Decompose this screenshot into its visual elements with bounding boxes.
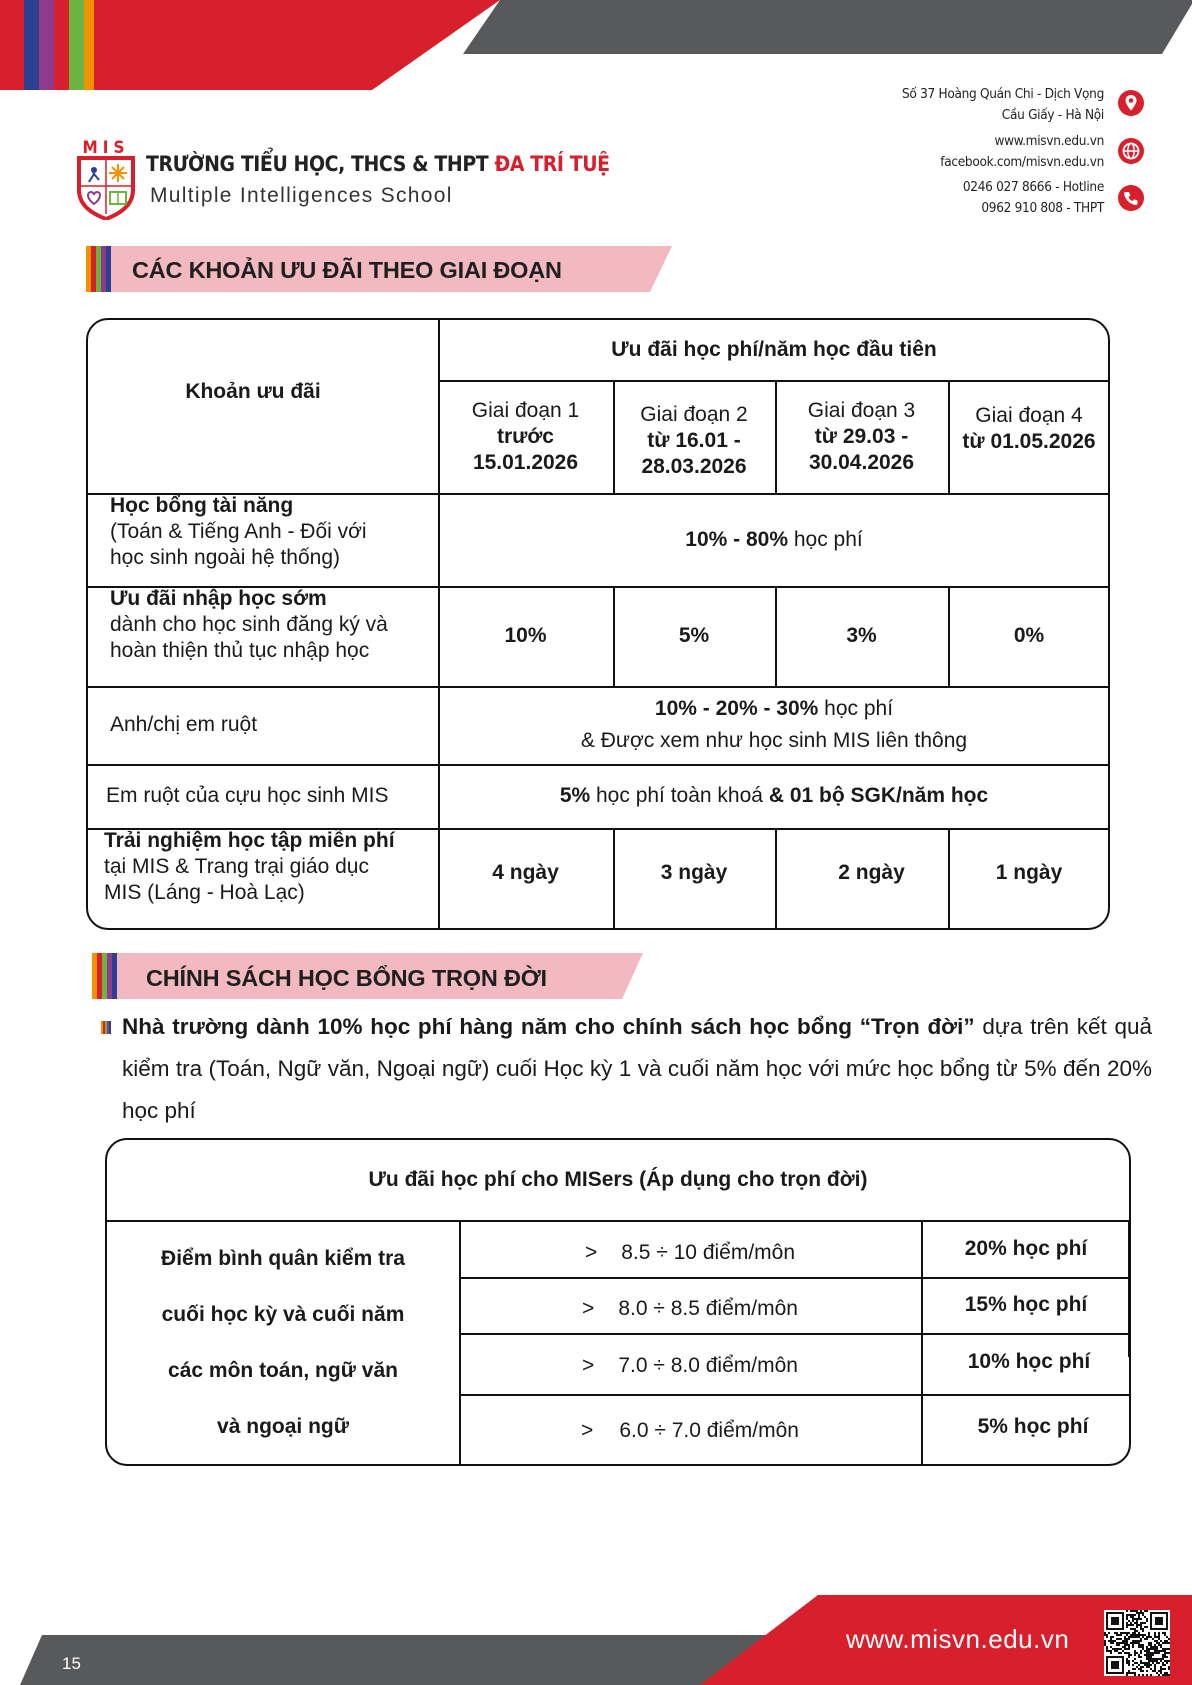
discount: 10% học phí — [967, 1350, 1091, 1373]
score-range: 7.0 ÷ 8.0 điểm/môn — [618, 1353, 798, 1377]
shield-icon — [77, 156, 135, 220]
free-experience-phase2 — [613, 828, 775, 918]
row-title: Em ruột của cựu học sinh MIS — [106, 784, 389, 807]
page-number: 15 — [62, 1654, 81, 1673]
phone-contacts — [963, 177, 1104, 219]
globe-icon — [1118, 138, 1144, 164]
row-alumni-siblings — [88, 764, 438, 828]
value: 1 ngày — [995, 861, 1063, 884]
web-contacts — [940, 131, 1104, 173]
section2-title: CHÍNH SÁCH HỌC BỔNG TRỌN ĐỜI — [146, 965, 547, 991]
bullet-icon — [101, 1021, 111, 1034]
gt-symbol: > — [582, 1353, 595, 1377]
score-range: 8.5 ÷ 10 điểm/môn — [621, 1240, 796, 1264]
row-desc2: MIS (Láng - Hoà Lạc) — [104, 881, 305, 904]
value: 10% — [504, 624, 547, 647]
value: 0% — [1013, 624, 1045, 647]
gt-symbol: > — [582, 1297, 595, 1320]
phase-date2: 30.04.2026 — [808, 450, 915, 474]
discount: 20% học phí — [964, 1236, 1088, 1260]
address — [902, 84, 1104, 126]
free-experience-phase1 — [438, 828, 613, 918]
phase-header-3 — [775, 380, 948, 493]
value: 4 ngày — [492, 861, 559, 884]
alumni-siblings-value — [438, 764, 1110, 828]
section2-header — [92, 953, 652, 999]
col-header-incentive-text: Khoản ưu đãi — [185, 379, 321, 403]
score-range-row — [459, 1281, 921, 1337]
value-bold2: & 01 bộ SGK/năm học — [768, 784, 989, 807]
phase-date1: trước — [497, 424, 554, 448]
value-text: học phí — [818, 697, 894, 720]
school-name-prefix: TRƯỜNG TIỂU HỌC, THCS & THPT — [146, 152, 489, 176]
gt-symbol: > — [581, 1419, 594, 1442]
value-text: học phí — [788, 527, 863, 551]
row-free-experience — [88, 828, 438, 930]
table2-header-text: Ưu đãi học phí cho MISers (Áp dụng cho trọn đời) — [368, 1168, 868, 1191]
free-experience-phase3 — [775, 828, 948, 918]
school-name-en: Multiple Intelligences School — [150, 184, 453, 207]
early-enrollment-phase4 — [948, 586, 1110, 686]
score-range: 6.0 ÷ 7.0 điểm/môn — [619, 1419, 799, 1442]
phase-date1: từ 16.01 - — [647, 428, 741, 452]
phase-date1: từ 29.03 - — [814, 424, 909, 448]
facebook-link[interactable]: facebook.com/misvn.edu.vn — [940, 154, 1104, 170]
free-experience-phase4 — [948, 828, 1110, 918]
siblings-value — [438, 686, 1110, 764]
row-desc2: học sinh ngoài hệ thống) — [110, 546, 341, 569]
lifetime-scholarship-table — [105, 1138, 1131, 1466]
hotline: 0246 027 8666 - Hotline — [962, 179, 1104, 195]
group-header — [438, 320, 1110, 380]
school-name-highlight: ĐA TRÍ TUỆ — [494, 152, 610, 176]
row-talent-scholarship — [88, 493, 438, 586]
phase-date2: 28.03.2026 — [641, 454, 747, 478]
discount-cell — [923, 1277, 1129, 1333]
criteria-line1: Điểm bình quân kiểm tra — [161, 1247, 405, 1270]
score-range: 8.0 ÷ 8.5 điểm/môn — [618, 1297, 798, 1320]
qr-code-icon — [1104, 1610, 1170, 1676]
logo-letters: MIS — [82, 138, 130, 158]
siblings-value-line1 — [655, 693, 893, 725]
row-title: Học bổng tài năng — [110, 494, 294, 517]
criteria-line3: các môn toán, ngữ văn — [168, 1359, 398, 1382]
phase-date1: từ 01.05.2026 — [962, 429, 1096, 453]
score-range-row — [459, 1394, 921, 1466]
score-range-row — [459, 1224, 921, 1281]
value-text: học phí toàn khoá — [590, 784, 769, 807]
row-early-enrollment — [88, 586, 438, 686]
section1-header — [86, 246, 676, 292]
row-desc1: dành cho học sinh đăng ký và — [110, 613, 388, 636]
row-title: Anh/chị em ruột — [110, 713, 258, 736]
footer-url[interactable]: www.misvn.edu.vn — [846, 1624, 1070, 1654]
value: 2 ngày — [838, 861, 905, 884]
discount: 15% học phí — [964, 1293, 1088, 1316]
group-header-text: Ưu đãi học phí/năm học đầu tiên — [611, 338, 937, 361]
value-bold: 5% — [559, 784, 591, 807]
phase-date2: 15.01.2026 — [472, 450, 579, 474]
row-desc1: (Toán & Tiếng Anh - Đối với — [110, 520, 367, 543]
location-pin-icon — [1118, 90, 1144, 116]
phase-name: Giai đoạn 4 — [975, 403, 1083, 427]
table2-header — [107, 1140, 1129, 1220]
website-link[interactable]: www.misvn.edu.vn — [994, 133, 1104, 149]
discount-cell — [923, 1394, 1129, 1460]
address-line1: Số 37 Hoàng Quán Chi - Dịch Vọng — [902, 86, 1104, 102]
paragraph-bold: Nhà trường dành 10% học phí hàng năm cho chính sách học bổng “Trọn đời” — [122, 1014, 975, 1039]
phone-icon — [1118, 185, 1144, 211]
early-enrollment-phase2 — [613, 586, 775, 686]
value: 3 ngày — [660, 861, 728, 884]
phase-name: Giai đoạn 2 — [640, 402, 748, 426]
siblings-value-line2: & Được xem như học sinh MIS liên thông — [580, 729, 968, 752]
discount-cell — [923, 1220, 1129, 1277]
value-bold: 10% - 80% — [685, 527, 788, 551]
talent-scholarship-value — [438, 493, 1110, 586]
criteria-label — [107, 1220, 459, 1466]
value: 3% — [846, 624, 877, 647]
discount: 5% học phí — [977, 1415, 1089, 1438]
early-enrollment-phase3 — [775, 586, 948, 686]
phase-name: Giai đoạn 1 — [471, 398, 580, 422]
early-enrollment-phase1 — [438, 586, 613, 686]
phase-header-2 — [613, 380, 775, 493]
school-name — [146, 152, 610, 176]
value-bold: 10% - 20% - 30% — [654, 697, 819, 720]
incentive-table — [86, 318, 1110, 930]
row-desc1: tại MIS & Trang trại giáo dục — [104, 855, 369, 878]
thpt-phone: 0962 910 808 - THPT — [981, 200, 1104, 216]
col-header-incentive — [88, 320, 438, 463]
criteria-line4: và ngoại ngữ — [217, 1415, 349, 1438]
section1-title: CÁC KHOẢN ƯU ĐÃI THEO GIAI ĐOẠN — [132, 257, 562, 283]
criteria-line2: cuối học kỳ và cuối năm — [161, 1303, 405, 1326]
address-line2: Cầu Giấy - Hà Nội — [1001, 107, 1104, 123]
paragraph-rest: dựa trên kết quả kiểm tra (Toán, Ngữ văn, Ngoại ngữ) cuối Học kỳ 1 và cuối năm học với mức học bổng từ 5% đến 20% học phí — [122, 1014, 1152, 1123]
gt-symbol: > — [584, 1240, 598, 1264]
row-desc2: hoàn thiện thủ tục nhập học — [110, 639, 370, 662]
row-title: Ưu đãi nhập học sớm — [110, 587, 327, 610]
value: 5% — [678, 624, 710, 647]
school-logo — [76, 138, 136, 222]
header-banner — [0, 0, 1192, 90]
row-siblings — [88, 686, 438, 764]
row-title: Trải nghiệm học tập miễn phí — [104, 829, 395, 852]
discount-cell — [923, 1333, 1129, 1391]
lifetime-scholarship-paragraph — [122, 1006, 1152, 1132]
phase-header-1 — [438, 380, 613, 493]
score-range-row — [459, 1335, 921, 1396]
phase-header-4 — [948, 380, 1110, 493]
phase-name: Giai đoạn 3 — [807, 398, 916, 422]
